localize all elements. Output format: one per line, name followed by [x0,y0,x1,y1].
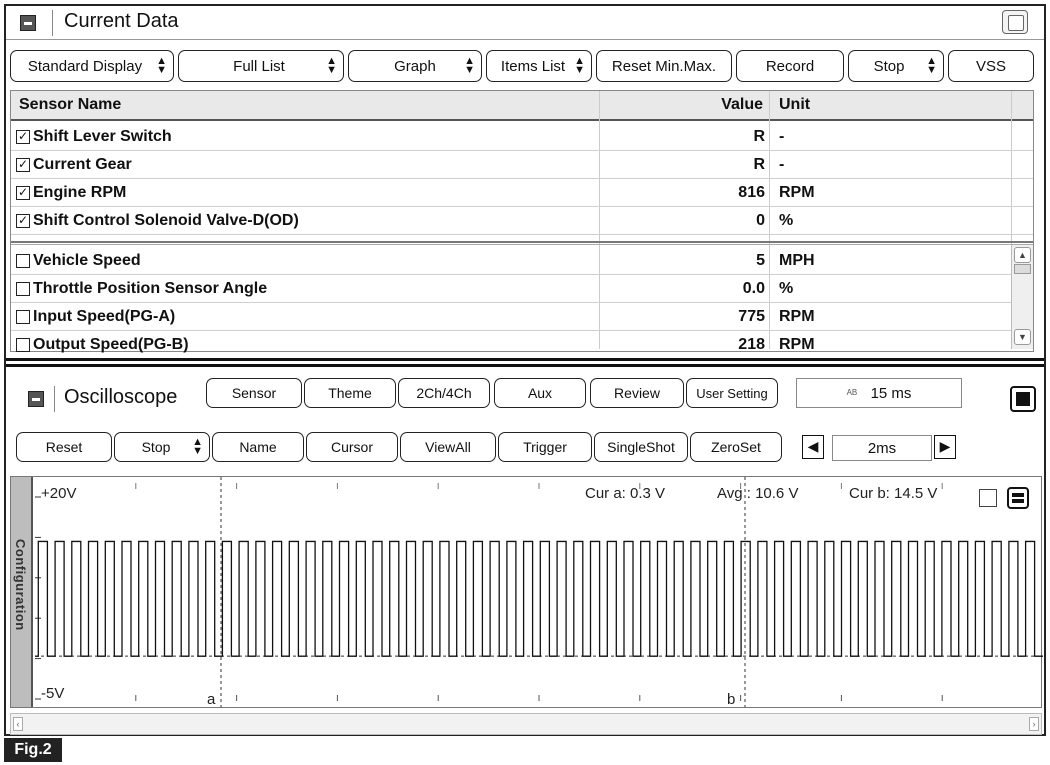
aux-button[interactable]: Aux [494,378,586,408]
row-checkbox[interactable]: ✓ [17,157,29,171]
scroll-thumb[interactable] [1014,264,1031,274]
stop-label: Stop [873,57,905,75]
view-all-button[interactable]: ViewAll [400,432,496,462]
cursor-a-readout: Cur a: 0.3 V [585,485,666,502]
average-readout: Avg : 10.6 V [717,485,799,502]
sensor-value: 218 [738,336,765,353]
sensor-name: Shift Control Solenoid Valve-D(OD) [33,212,299,229]
collapse-current-data-button[interactable] [20,15,36,31]
row-checkbox[interactable] [16,254,30,268]
items-list-select[interactable] [486,50,592,82]
sensor-value: 0 [756,212,765,229]
sample-time-value: 15 ms [870,384,912,402]
panel-splitter[interactable] [6,358,1044,367]
user-setting-button[interactable]: User Setting [686,378,778,408]
theme-button[interactable]: Theme [304,378,396,408]
sample-time-icon: AB [846,388,858,397]
table-row[interactable] [11,247,1033,275]
full-list-label: Full List [233,57,285,75]
configuration-tab[interactable] [11,477,33,707]
current-data-title: Current Data [64,10,179,32]
sensor-name: Vehicle Speed [33,252,141,269]
table-header [11,91,1033,121]
sensor-unit: RPM [779,184,815,201]
sensor-unit: % [779,212,794,229]
sensor-name: Current Gear [33,156,132,173]
sensor-name: Engine RPM [33,184,127,201]
scroll-right-icon[interactable]: › [1029,717,1039,731]
maximize-button[interactable] [1002,10,1028,34]
table-row[interactable] [11,303,1033,331]
cursor-b-label: b [727,691,736,708]
y-min-label: -5V [41,685,65,702]
sensor-table [10,90,1034,352]
table-row[interactable] [11,275,1033,303]
timebase-value: 2ms [832,435,932,461]
stop-select[interactable] [848,50,944,82]
timebase-prev-icon[interactable]: ◀ [802,435,824,459]
sensor-value: 5 [756,252,765,269]
chevron-updown-icon: ▲ ▼ [926,55,937,76]
configuration-tab-label: Configuration [13,539,28,631]
scope-stop-label: Stop [141,439,171,455]
reset-button[interactable]: Reset [16,432,112,462]
row-checkbox[interactable] [16,338,30,352]
standard-display-label: Standard Display [27,57,143,75]
sensor-value: 0.0 [742,280,765,297]
table-row[interactable] [11,151,1033,179]
trigger-button[interactable]: Trigger [498,432,592,462]
sensor-value: 775 [738,308,765,325]
table-vertical-scrollbar[interactable] [1011,245,1033,349]
review-button[interactable]: Review [590,378,684,408]
column-header-unit[interactable]: Unit [779,96,811,113]
sensor-value: 816 [738,184,765,201]
chevron-updown-icon: ▲ ▼ [464,55,475,76]
chevron-updown-icon: ▲ ▼ [574,55,585,76]
full-list-select[interactable] [178,50,344,82]
chevron-updown-icon: ▲ ▼ [326,55,337,76]
sample-time-display [796,378,962,408]
column-header-sensor-name[interactable]: Sensor Name [19,96,122,113]
sensor-unit: RPM [779,308,815,325]
channel-checkbox[interactable] [979,489,997,507]
stop-square-icon[interactable] [1010,386,1036,412]
group-separator [11,241,1033,245]
cursor-b-readout: Cur b: 14.5 V [849,485,938,502]
header-divider [52,10,53,36]
sensor-button[interactable]: Sensor [206,378,302,408]
sensor-name: Throttle Position Sensor Angle [33,280,268,297]
row-checkbox[interactable]: ✓ [17,213,29,227]
sensor-unit: MPH [779,252,815,269]
collapse-oscilloscope-button[interactable] [28,391,44,407]
sensor-value: R [753,156,765,173]
square-waveform [35,541,1043,656]
graph-select[interactable] [348,50,482,82]
sensor-unit: - [779,128,785,145]
scroll-left-icon[interactable]: ‹ [13,717,23,731]
channel-menu-icon[interactable] [1007,487,1029,509]
timebase-next-icon[interactable]: ▶ [934,435,956,459]
row-checkbox[interactable] [16,310,30,324]
waveform-canvas [35,477,1043,707]
header-divider [54,386,55,412]
name-button[interactable]: Name [212,432,304,462]
scroll-down-icon[interactable]: ▼ [1014,329,1031,345]
single-shot-button[interactable]: SingleShot [594,432,688,462]
sensor-name: Shift Lever Switch [33,128,172,145]
table-row[interactable] [11,207,1033,235]
table-row[interactable] [11,179,1033,207]
reset-minmax-button[interactable]: Reset Min.Max. [596,50,732,82]
scope-stop-select[interactable] [114,432,210,462]
vss-button[interactable]: VSS [948,50,1034,82]
sensor-name: Input Speed(PG-A) [33,308,176,325]
scope-horizontal-scrollbar[interactable] [10,713,1042,735]
table-row[interactable] [11,123,1033,151]
zero-set-button[interactable]: ZeroSet [690,432,782,462]
cursor-a-label: a [207,691,216,708]
table-row[interactable] [11,331,1033,359]
figure-label: Fig.2 [4,738,62,762]
chevron-updown-icon: ▲ ▼ [156,55,167,76]
sensor-unit: % [779,280,794,297]
items-list-label: Items List [500,57,566,75]
y-max-label: +20V [41,485,77,502]
sensor-unit: - [779,156,785,173]
channels-button[interactable]: 2Ch/4Ch [398,378,490,408]
row-checkbox[interactable]: ✓ [17,185,29,199]
scroll-up-icon[interactable]: ▲ [1014,247,1031,263]
sensor-value: R [753,128,765,145]
oscilloscope-display[interactable] [10,476,1042,708]
sensor-name: Output Speed(PG-B) [33,336,189,353]
row-checkbox[interactable]: ✓ [17,129,29,143]
row-checkbox[interactable] [16,282,30,296]
standard-display-select[interactable] [10,50,174,82]
record-button[interactable]: Record [736,50,844,82]
graph-label: Graph [394,57,436,75]
chevron-updown-icon: ▲ ▼ [192,436,203,457]
oscilloscope-title: Oscilloscope [64,386,178,408]
cursor-button[interactable]: Cursor [306,432,398,462]
current-data-header [6,6,1044,40]
scan-tool-window [4,4,1046,736]
sensor-unit: RPM [779,336,815,353]
column-header-value[interactable]: Value [721,96,763,113]
